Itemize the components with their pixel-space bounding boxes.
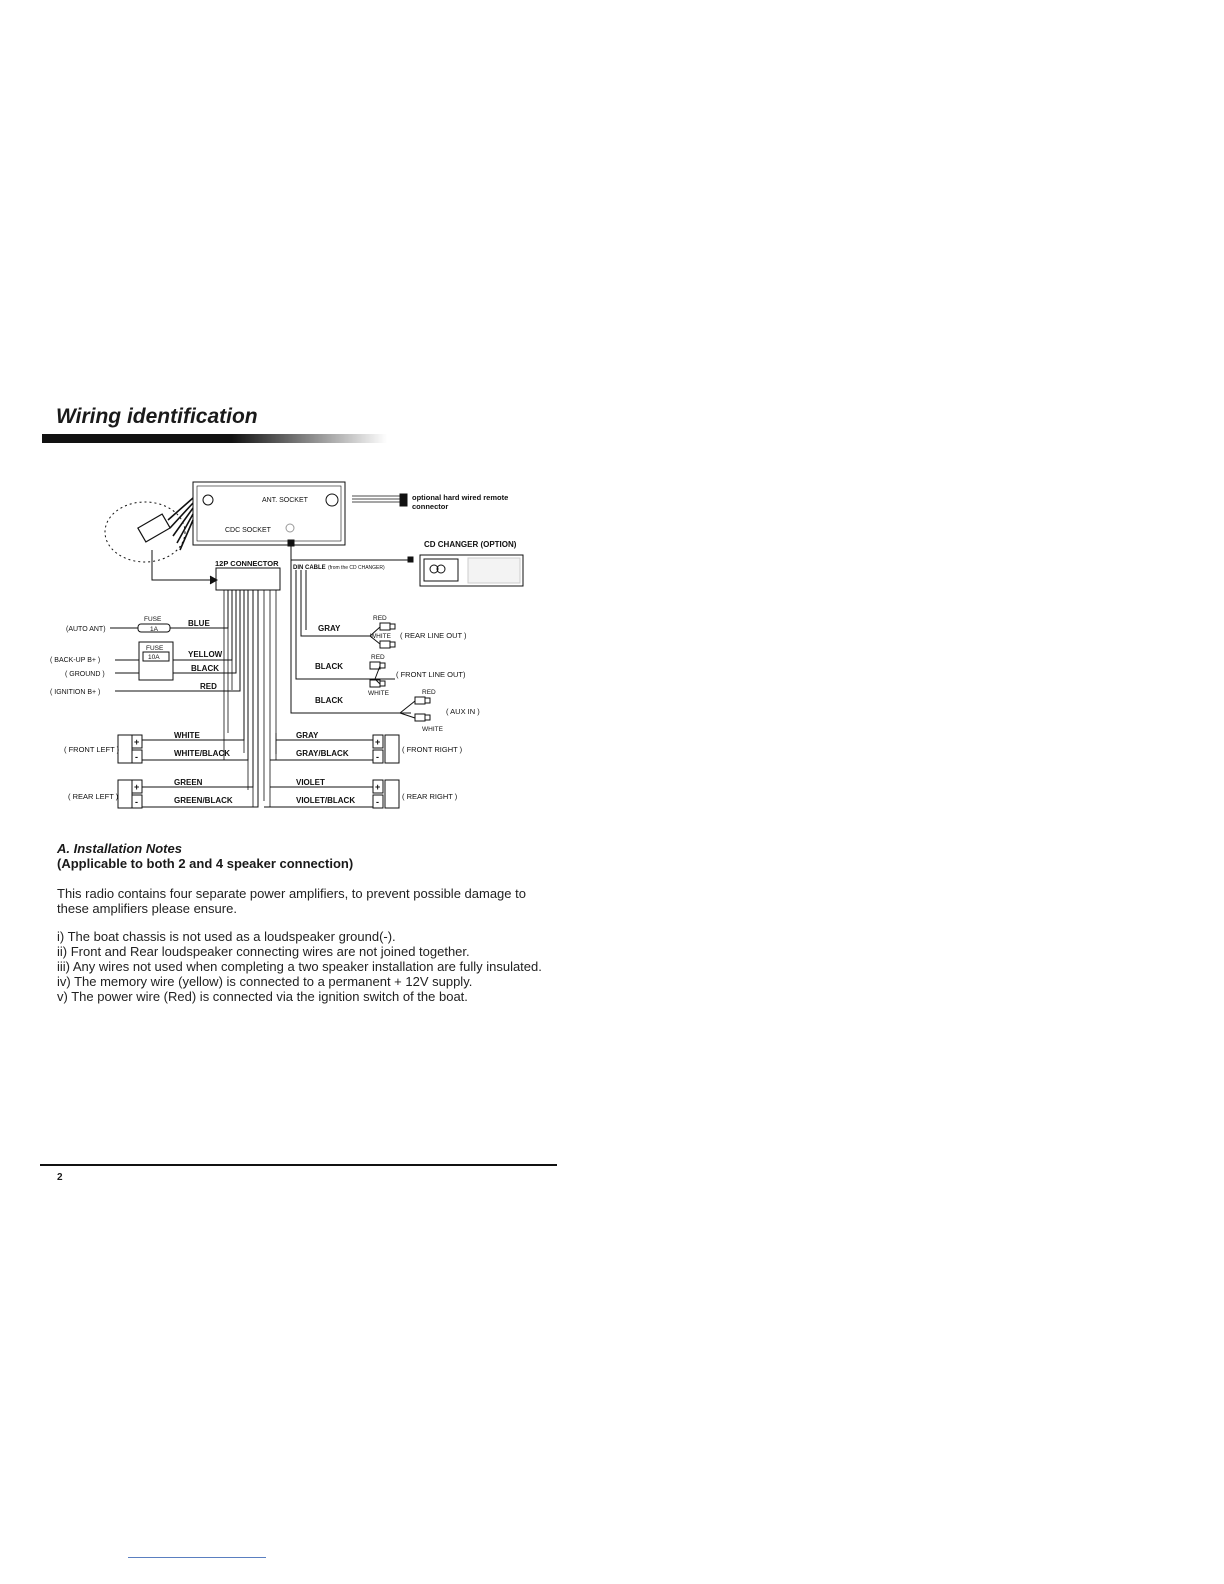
remote-connector-icon bbox=[400, 494, 407, 506]
wire-gray-spk-label: GRAY bbox=[296, 731, 319, 740]
plug-dotted-outline bbox=[105, 502, 185, 562]
wire-gray-black-label: GRAY/BLACK bbox=[296, 749, 349, 758]
ant-socket-label: ANT. SOCKET bbox=[262, 497, 308, 504]
wire-red-label: RED bbox=[200, 682, 217, 691]
ant-socket-port-icon bbox=[326, 494, 338, 506]
rr-plus: + bbox=[375, 782, 381, 792]
ground-label: ( GROUND ) bbox=[65, 671, 105, 678]
rr-minus: - bbox=[376, 797, 379, 807]
rca-red-front: RED bbox=[371, 654, 385, 661]
remote-connector-label: optional hard wired remote bbox=[412, 493, 509, 502]
wire-white-black-label: WHITE/BLACK bbox=[174, 749, 230, 758]
notes-intro: This radio contains four separate power amplifiers, to prevent possible damage to these amplifiers please ensure. bbox=[57, 886, 526, 916]
rear-left-speaker-icon bbox=[118, 780, 132, 808]
front-right-speaker-icon bbox=[385, 735, 399, 763]
rear-left-label: ( REAR LEFT ) bbox=[68, 792, 119, 801]
list-item: v) The power wire (Red) is connected via the ignition switch of the boat. bbox=[57, 989, 468, 1004]
fl-plus: + bbox=[134, 737, 140, 747]
wire-black-label: BLACK bbox=[191, 664, 219, 673]
rl-minus: - bbox=[135, 797, 138, 807]
wire-white-label: WHITE bbox=[174, 731, 200, 740]
aux-in-label: ( AUX IN ) bbox=[446, 707, 480, 716]
din-cable-label: DIN CABLE bbox=[293, 565, 326, 571]
notes-subheading: (Applicable to both 2 and 4 speaker connection) bbox=[57, 856, 354, 871]
fuse-10a-label: 10A bbox=[148, 654, 160, 661]
ignition-label: ( IGNITION B+ ) bbox=[50, 689, 101, 696]
rca-white-aux: WHITE bbox=[422, 726, 443, 733]
rear-right-speaker-icon bbox=[385, 780, 399, 808]
cd-changer-label: CD CHANGER (OPTION) bbox=[424, 540, 517, 549]
wire-violet-label: VIOLET bbox=[296, 778, 325, 787]
fr-plus: + bbox=[375, 737, 381, 747]
backup-label: ( BACK-UP B+ ) bbox=[50, 657, 101, 664]
12p-connector bbox=[216, 568, 280, 590]
list-item: ii) Front and Rear loudspeaker connecting wires are not joined together. bbox=[57, 944, 470, 959]
front-right-label: ( FRONT RIGHT ) bbox=[402, 745, 463, 754]
front-left-speaker-icon bbox=[118, 735, 132, 763]
front-line-out-label: ( FRONT LINE OUT) bbox=[396, 670, 466, 679]
rca-red-rear: RED bbox=[373, 615, 387, 622]
page-title: Wiring identification bbox=[56, 405, 258, 428]
rca-red-aux: RED bbox=[422, 689, 436, 696]
wire-blue-label: BLUE bbox=[188, 619, 210, 628]
cdc-socket-port-icon bbox=[286, 524, 294, 532]
notes-heading: A. Installation Notes bbox=[57, 841, 182, 856]
din-cable-note: (from the CD CHANGER) bbox=[328, 565, 385, 571]
rear-right-label: ( REAR RIGHT ) bbox=[402, 792, 458, 801]
front-left-label: ( FRONT LEFT ) bbox=[64, 745, 120, 754]
12p-connector-label: 12P CONNECTOR bbox=[215, 559, 279, 568]
wire-black-aux-label: BLACK bbox=[315, 696, 343, 705]
wire-yellow-label: YELLOW bbox=[188, 650, 223, 659]
remote-connector-label-2: connector bbox=[412, 502, 449, 511]
list-item: iv) The memory wire (yellow) is connected to a permanent + 12V supply. bbox=[57, 974, 473, 989]
rca-white-rear: WHITE bbox=[370, 633, 391, 640]
connector-pointer-arrow bbox=[152, 550, 215, 580]
rear-line-out-label: ( REAR LINE OUT ) bbox=[400, 631, 467, 640]
list-item: iii) Any wires not used when completing a two speaker installation are fully insulated. bbox=[57, 959, 542, 974]
page-number: 2 bbox=[57, 1172, 63, 1183]
wire-black-front-line-label: BLACK bbox=[315, 662, 343, 671]
rca-white-front: WHITE bbox=[368, 690, 389, 697]
wire-violet-black-label: VIOLET/BLACK bbox=[296, 796, 356, 805]
scan-edge-line bbox=[128, 1557, 266, 1558]
title-underline-bar bbox=[42, 434, 387, 443]
fr-minus: - bbox=[376, 752, 379, 762]
ant-socket-icon bbox=[203, 495, 213, 505]
fl-minus: - bbox=[135, 752, 138, 762]
fuse-label-1: FUSE bbox=[144, 616, 162, 623]
wiring-diagram bbox=[40, 470, 540, 835]
wire-green-black-label: GREEN/BLACK bbox=[174, 796, 233, 805]
wire-gray-line-label: GRAY bbox=[318, 624, 341, 633]
cdc-socket-label: CDC SOCKET bbox=[225, 527, 271, 534]
fuse-label-2: FUSE bbox=[146, 645, 164, 652]
head-unit-box bbox=[193, 482, 345, 545]
notes-list bbox=[57, 929, 542, 1004]
auto-ant-label: (AUTO ANT) bbox=[66, 626, 106, 633]
wire-green-label: GREEN bbox=[174, 778, 203, 787]
list-item: i) The boat chassis is not used as a loudspeaker ground(-). bbox=[57, 929, 396, 944]
fuse-1a-label: 1A bbox=[150, 626, 158, 633]
footer-rule bbox=[40, 1164, 557, 1166]
rl-plus: + bbox=[134, 782, 140, 792]
